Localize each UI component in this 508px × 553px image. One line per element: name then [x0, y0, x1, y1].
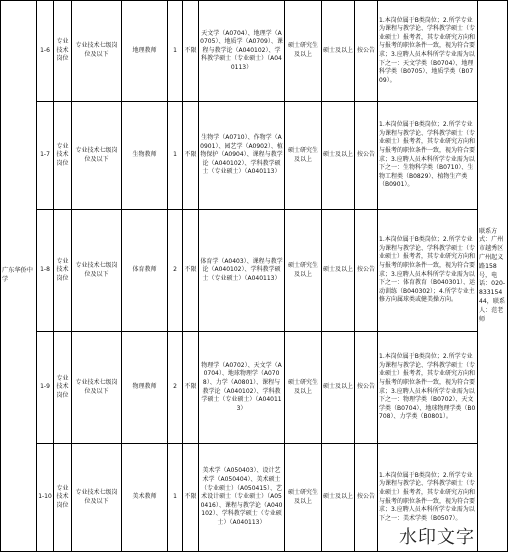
age-limit: 不限 — [183, 210, 199, 332]
post-name: 物理教师 — [122, 332, 168, 444]
other-requirements: 1.本岗位属于B类岗位；2.所学专业为课程与教学论、学科教学硕士（专业硕士）报考者，其专业研究方向和与报考的职位条件一致，视为符合要求；3.应聘人员本科所学专业需为以下之一：物理学类（B0702）、天文学类（B0704）、地球物理学类（B0708）、力学类（B0801）。 — [378, 332, 478, 444]
post-count: 1 — [168, 1, 183, 102]
post-level: 专业技术七级岗位及以下 — [72, 210, 122, 332]
contact-info: 联系方式：广州市越秀区广州起义路158号，电话：020-83315444，联系人：范老师 — [478, 1, 508, 552]
post-type: 专业技术岗位 — [54, 332, 72, 444]
table-row — [1, 1, 508, 102]
post-type: 专业技术岗位 — [54, 210, 72, 332]
post-count: 2 — [168, 210, 183, 332]
other-requirements: 1.本岗位属于B类岗位；2.所学专业为课程与教学论、学科教学硕士（专业硕士）报考者，其专业研究方向和与报考的职位条件一致，视为符合要求；3.应聘人员本科所学专业需为以下之一：美术学类（B0507）。 — [378, 444, 478, 552]
table-row — [1, 102, 508, 210]
post-code: 1-7 — [37, 102, 54, 210]
major-requirement: 生物学（A0710）、作物学（A0901）、园艺学（A0902）、植物保护（A0904）、课程与教学论（A040102）、学科教学硕士（专业硕士）（A040113） — [199, 102, 285, 210]
post-level: 专业技术七级岗位及以下 — [72, 332, 122, 444]
post-code: 1-10 — [37, 444, 54, 552]
post-name: 生物教师 — [122, 102, 168, 210]
post-count: 1 — [168, 102, 183, 210]
recruit-method: 按公告 — [355, 1, 378, 102]
post-name: 美术教师 — [122, 444, 168, 552]
education-requirement: 硕士研究生及以上 — [285, 1, 322, 102]
post-level: 专业技术七级岗位及以下 — [72, 102, 122, 210]
major-requirement: 天文学（A0704）、地理学（A0705）、地质学（A0709）、课程与教学论（A040102）、学科教学硕士（专业硕士）（A040113） — [199, 1, 285, 102]
age-limit: 不限 — [183, 332, 199, 444]
degree-requirement: 硕士及以上 — [322, 444, 355, 552]
degree-requirement: 硕士及以上 — [322, 332, 355, 444]
education-requirement: 硕士研究生及以上 — [285, 102, 322, 210]
education-requirement: 硕士研究生及以上 — [285, 444, 322, 552]
recruit-method: 按公告 — [355, 102, 378, 210]
education-requirement: 硕士研究生及以上 — [285, 210, 322, 332]
age-limit: 不限 — [183, 444, 199, 552]
degree-requirement: 硕士及以上 — [322, 102, 355, 210]
post-name: 地理教师 — [122, 1, 168, 102]
watermark-text: 水印文字 — [399, 527, 475, 548]
post-type: 专业技术岗位 — [54, 1, 72, 102]
post-level: 专业技术七级岗位及以下 — [72, 444, 122, 552]
major-requirement: 体育学（A0403）、课程与教学论（A040102）、学科教学硕士（专业硕士）（A040113） — [199, 210, 285, 332]
other-requirements: 1.本岗位属于B类岗位；2.所学专业为课程与教学论、学科教学硕士（专业硕士）报考者，其专业研究方向和与报考的职位条件一致，视为符合要求；3.应聘人员本科所学专业需为以下之一：生物科学类（B0710）、生物工程类（B0829）、植物生产类（B0901）。 — [378, 102, 478, 210]
post-level: 专业技术七级岗位及以下 — [72, 1, 122, 102]
major-requirement: 美术学（A050403）、设计艺术学（A050404）、美术硕士（专业硕士）（A050415）、艺术设计硕士（专业硕士）（A050416）、课程与教学论（A040102）、学科教学硕士（专业硕士）（A040113） — [199, 444, 285, 552]
recruit-method: 按公告 — [355, 444, 378, 552]
major-requirement: 物理学（A0702）、天文学（A0704）、地球物理学（A0708）、力学（A0801）、课程与教学论（A040102）、学科教学硕士（专业硕士）（A040113） — [199, 332, 285, 444]
degree-requirement: 硕士及以上 — [322, 210, 355, 332]
recruit-method: 按公告 — [355, 210, 378, 332]
unit-name: 广东华侨中学 — [1, 1, 37, 552]
age-limit: 不限 — [183, 1, 199, 102]
other-requirements: 1.本岗位属于B类岗位；2.所学专业为课程与教学论、学科教学硕士（专业硕士）报考者，其专业研究方向和与报考的职位条件一致，视为符合要求；3.应聘人员本科所学专业需为以下之一：天文学类（B0704）、地理科学类（B0705）、地质学类（B0709）。 — [378, 1, 478, 102]
other-requirements: 1.本岗位属于B类岗位；2.所学专业为课程与教学论、学科教学硕士（专业硕士）报考者，其专业研究方向和与报考的职位条件一致，视为符合要求；3.应聘人员本科所学专业需为以下之一：体育教育（B040301）、运动训练（B040302）；4.所学专业主修方向属球类或健美操方向。 — [378, 210, 478, 332]
table-row — [1, 210, 508, 332]
post-name: 体育教师 — [122, 210, 168, 332]
post-type: 专业技术岗位 — [54, 102, 72, 210]
education-requirement: 硕士研究生及以上 — [285, 332, 322, 444]
post-code: 1-9 — [37, 332, 54, 444]
table-row — [1, 332, 508, 444]
degree-requirement: 硕士及以上 — [322, 1, 355, 102]
age-limit: 不限 — [183, 102, 199, 210]
post-code: 1-8 — [37, 210, 54, 332]
post-code: 1-6 — [37, 1, 54, 102]
post-type: 专业技术岗位 — [54, 444, 72, 552]
recruit-method: 按公告 — [355, 332, 378, 444]
post-count: 2 — [168, 332, 183, 444]
post-count: 1 — [168, 444, 183, 552]
